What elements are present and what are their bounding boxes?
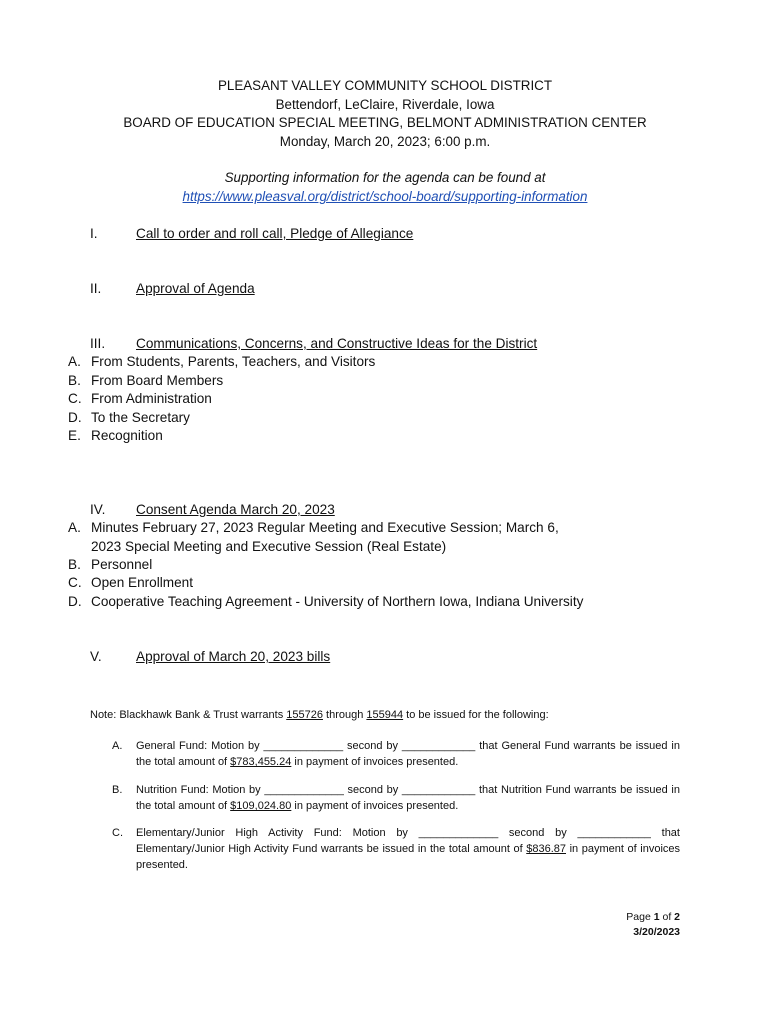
section-number: III.: [90, 336, 106, 351]
fund-letter: B.: [112, 784, 123, 796]
subitem-letter: A.: [68, 520, 81, 535]
agenda-subitem: [68, 372, 588, 391]
agenda-subitem: [68, 574, 588, 593]
fund-letter: A.: [112, 740, 123, 752]
fund-text: [136, 782, 680, 814]
supporting-info-link[interactable]: https://www.pleasval.org/district/school-board/supporting-information: [182, 189, 588, 204]
subitem-letter: D.: [68, 410, 82, 425]
section-title: Approval of Agenda: [136, 281, 255, 296]
fund-item-activity: [112, 825, 680, 873]
subitem-text: From Administration: [91, 391, 212, 406]
agenda-subitem: [68, 427, 588, 446]
subitem-text: Recognition: [91, 428, 163, 443]
subitem-letter: C.: [68, 391, 82, 406]
meeting-date: Monday, March 20, 2023; 6:00 p.m.: [279, 133, 491, 149]
subitem-letter: A.: [68, 354, 81, 369]
fund-motion-text: Elementary/Junior High Activity Fund: Motion by _____________ second by ____________ that Elementary/Junior High Activity Fund warrants be issued in the total amount of: [136, 827, 680, 855]
subitem-letter: B.: [68, 373, 81, 388]
warrant-start-number: 155726: [286, 709, 323, 721]
section-title: Approval of March 20, 2023 bills: [136, 649, 331, 664]
meeting-title: BOARD OF EDUCATION SPECIAL MEETING, BELMONT ADMINISTRATION CENTER: [123, 115, 647, 130]
page-current: 1: [653, 911, 660, 923]
note-through: through: [322, 709, 367, 721]
agenda-subitem: [68, 556, 588, 575]
fund-motion-suffix: in payment of invoices presented.: [136, 843, 680, 871]
fund-item-general: [112, 738, 680, 770]
fund-amount: $836.87: [526, 843, 567, 855]
fund-motion-text: Nutrition Fund: Motion by _____________ second by ____________ that Nutrition Fund warrants be issued in the total amount of: [136, 784, 680, 812]
section-number: II.: [90, 281, 102, 296]
subitem-text: Personnel: [91, 557, 153, 572]
agenda-subitem: [68, 409, 588, 428]
warrants-note: [90, 708, 549, 723]
agenda-subitem: [68, 353, 588, 372]
fund-text: [136, 738, 680, 770]
section-title: Call to order and roll call, Pledge of Allegiance: [136, 226, 414, 241]
fund-amount: $109,024.80: [230, 800, 292, 812]
supporting-info: [0, 168, 770, 206]
fund-motion-suffix: in payment of invoices presented.: [291, 800, 459, 812]
section-number: V.: [90, 649, 102, 664]
subitem-text: To the Secretary: [91, 410, 190, 425]
fund-letter: C.: [112, 827, 123, 839]
footer-date: 3/20/2023: [633, 925, 680, 938]
warrant-end-number: 155944: [366, 709, 404, 721]
fund-motion-text: General Fund: Motion by _____________ second by ____________ that General Fund warrants be issued in the total amount of: [136, 740, 680, 768]
subitem-text: Cooperative Teaching Agreement - University of Northern Iowa, Indiana University: [91, 594, 584, 609]
supporting-info-text: Supporting information for the agenda can be found at: [224, 170, 546, 185]
agenda-subitem: [68, 390, 588, 409]
subitem-text: From Students, Parents, Teachers, and Visitors: [91, 354, 376, 369]
subitem-letter: B.: [68, 557, 81, 572]
district-towns: Bettendorf, LeClaire, Riverdale, Iowa: [275, 96, 495, 112]
subitem-text: From Board Members: [91, 373, 224, 388]
section-number: IV.: [90, 502, 106, 517]
subitem-text: Minutes February 27, 2023 Regular Meeting and Executive Session; March 6, 2023 Special Meeting and Executive Session (Real Estate): [91, 520, 559, 554]
fund-text: [136, 825, 680, 873]
agenda-subitem: [68, 593, 588, 612]
section-number: I.: [90, 226, 98, 241]
district-name: PLEASANT VALLEY COMMUNITY SCHOOL DISTRICT: [217, 78, 553, 93]
page-total: 2: [674, 911, 680, 923]
subitem-letter: E.: [68, 428, 81, 443]
subitem-letter: C.: [68, 575, 82, 590]
note-suffix: to be issued for the following:: [403, 709, 549, 721]
page-number: [626, 910, 680, 925]
section-title: Communications, Concerns, and Constructive Ideas for the District: [136, 336, 538, 351]
agenda-subitem: [68, 519, 588, 556]
subitem-text: Open Enrollment: [91, 575, 194, 590]
document-header: [0, 77, 770, 151]
page-word: Page: [626, 911, 654, 923]
fund-motion-suffix: in payment of invoices presented.: [291, 756, 459, 768]
page-of: of: [659, 911, 675, 923]
fund-item-nutrition: [112, 782, 680, 814]
page-footer: [626, 910, 680, 939]
fund-amount: $783,455.24: [230, 756, 292, 768]
note-prefix: Note: Blackhawk Bank & Trust warrants: [90, 709, 287, 721]
section-title: Consent Agenda March 20, 2023: [136, 502, 335, 517]
subitem-letter: D.: [68, 594, 82, 609]
